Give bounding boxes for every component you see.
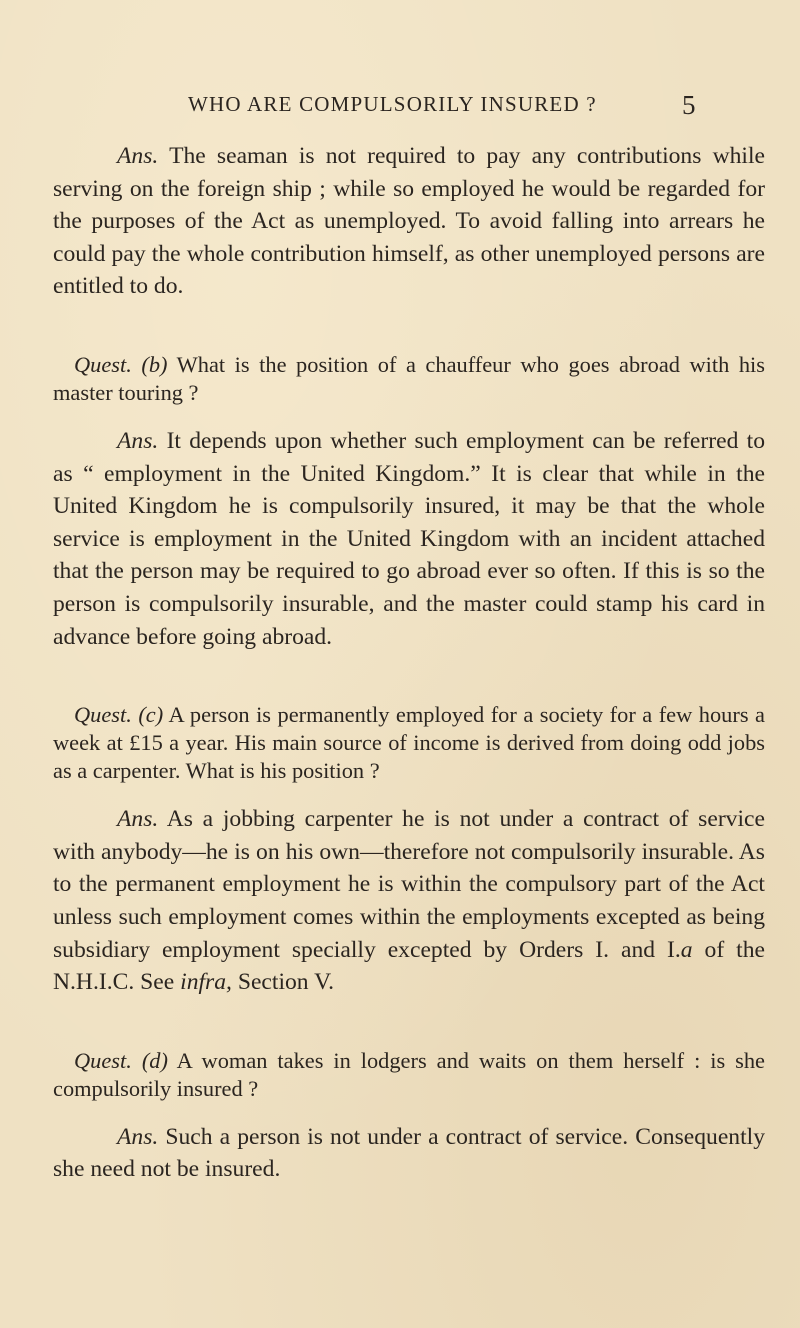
- question-paragraph: [53, 701, 765, 785]
- answer-text: It depends upon whether such employment can be referred to as “ employment in the United Kingdom.” It is clear that while in the United Kingdom he is compulsorily insured, it may be that the whole service is employment in the United Kingdom with an incident attached that the person may be required to go abroad ever so often. If this is so the person is compulsorily insurable, and the master could stamp his card in advance before going abroad.: [53, 427, 765, 650]
- text-block: [53, 140, 765, 1186]
- answer-text-after: Section V.: [231, 969, 334, 996]
- answer-label: Ans.: [117, 427, 159, 454]
- answer-text: Such a person is not under a contract of service. Consequently she need not be insured.: [53, 1123, 765, 1183]
- answer-text-before: As a jobbing carpenter he is not under a contract of service with anybody—he is on his own—therefore not compulsorily insurable. As to the permanent employment he is within the compulsory part of the Act unless such employment comes within the employments excepted as being subsidiary employment specially excepted by Orders I. and I.: [53, 806, 765, 963]
- answer-paragraph: [53, 1121, 765, 1186]
- question-item: (c): [138, 702, 164, 728]
- question-paragraph: [53, 351, 765, 407]
- question-text: What is the position of a chauffeur who goes abroad with his master touring ?: [53, 351, 765, 405]
- question-item: (b): [141, 351, 168, 377]
- answer-text-mid: of the N.H.I.C. See: [53, 936, 765, 996]
- page-number: 5: [682, 90, 696, 120]
- answer-label: Ans.: [117, 806, 159, 833]
- question-label: Quest.: [74, 351, 132, 377]
- question-text: A person is permanently employed for a society for a few hours a week at £15 a year. His main source of income is derived from doing odd jobs as a carpenter. What is his position ?: [53, 702, 765, 784]
- answer-label: Ans.: [117, 143, 159, 169]
- answer-italic-a: a: [680, 936, 693, 963]
- answer-paragraph: [53, 803, 765, 999]
- answer-italic-infra: infra,: [180, 969, 232, 996]
- question-label: Quest.: [74, 702, 132, 728]
- running-head: [0, 88, 800, 120]
- answer-text: The seaman is not required to pay any contributions while serving on the foreign ship ; while so employed he would be regarded for the purposes of the Act as unemployed. To avoid falling into arrears he could pay the whole contribution himself, as other unemployed persons are entitled to do.: [53, 143, 765, 300]
- question-label: Quest.: [74, 1047, 132, 1073]
- answer-paragraph: [53, 140, 765, 303]
- answer-label: Ans.: [117, 1123, 159, 1150]
- running-title: WHO ARE COMPULSORILY INSURED ?: [188, 92, 597, 116]
- question-paragraph: [53, 1047, 765, 1103]
- answer-paragraph: [53, 425, 765, 653]
- question-item: (d): [141, 1047, 168, 1073]
- question-text: A woman takes in lodgers and waits on them herself : is she compulsorily insured ?: [53, 1047, 765, 1101]
